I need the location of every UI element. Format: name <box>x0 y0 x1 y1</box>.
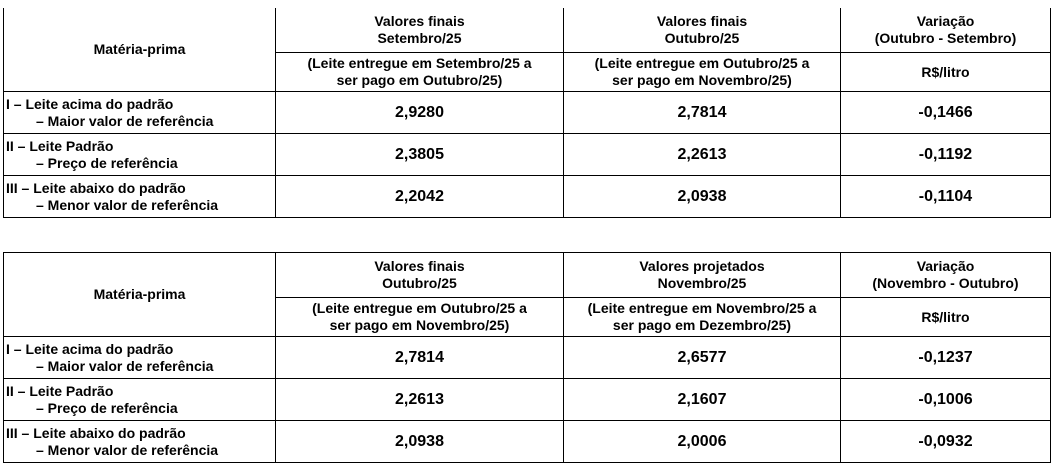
value-cell: 2,2042 <box>276 176 564 218</box>
variation-cell: -0,1237 <box>841 337 1051 379</box>
table-row <box>4 176 1051 218</box>
value-cell: 2,7814 <box>564 92 841 134</box>
table-row <box>4 134 1051 176</box>
header-col1-subtitle: (Leite entregue em Setembro/25 a ser pago em Outubro/25) <box>276 53 564 92</box>
header-col1-title: Valores finais Setembro/25 <box>276 8 564 53</box>
row-label: II – Leite Padrão – Preço de referência <box>4 379 276 421</box>
value-cell: 2,0938 <box>276 421 564 463</box>
value-cell: 2,3805 <box>276 134 564 176</box>
header-col2-title: Valores finais Outubro/25 <box>564 8 841 53</box>
variation-cell: -0,1006 <box>841 379 1051 421</box>
header-col2-subtitle: (Leite entregue em Novembro/25 a ser pago em Dezembro/25) <box>564 298 841 337</box>
price-table-october-november <box>3 252 1051 463</box>
table-row <box>4 421 1051 463</box>
value-cell: 2,9280 <box>276 92 564 134</box>
table-row <box>4 379 1051 421</box>
row-label: I – Leite acima do padrão – Maior valor de referência <box>4 337 276 379</box>
header-col2-title: Valores projetados Novembro/25 <box>564 253 841 298</box>
value-cell: 2,2613 <box>276 379 564 421</box>
table-header-row <box>4 8 1051 53</box>
value-cell: 2,0938 <box>564 176 841 218</box>
value-cell: 2,2613 <box>564 134 841 176</box>
row-label: III – Leite abaixo do padrão – Menor valor de referência <box>4 421 276 463</box>
variation-cell: -0,1104 <box>841 176 1051 218</box>
variation-cell: -0,0932 <box>841 421 1051 463</box>
header-col1-title: Valores finais Outubro/25 <box>276 253 564 298</box>
table-row <box>4 337 1051 379</box>
row-label: III – Leite abaixo do padrão – Menor valor de referência <box>4 176 276 218</box>
header-col3-unit: R$/litro <box>841 53 1051 92</box>
header-materia-prima: Matéria-prima <box>4 253 276 337</box>
table-header-row <box>4 253 1051 298</box>
value-cell: 2,1607 <box>564 379 841 421</box>
row-label: II – Leite Padrão – Preço de referência <box>4 134 276 176</box>
header-col2-subtitle: (Leite entregue em Outubro/25 a ser pago em Novembro/25) <box>564 53 841 92</box>
value-cell: 2,0006 <box>564 421 841 463</box>
header-col3-title: Variação (Novembro - Outubro) <box>841 253 1051 298</box>
header-col1-subtitle: (Leite entregue em Outubro/25 a ser pago em Novembro/25) <box>276 298 564 337</box>
header-col3-unit: R$/litro <box>841 298 1051 337</box>
variation-cell: -0,1466 <box>841 92 1051 134</box>
table-row <box>4 92 1051 134</box>
header-col3-title: Variação (Outubro - Setembro) <box>841 8 1051 53</box>
price-table-september-october <box>3 8 1051 218</box>
value-cell: 2,7814 <box>276 337 564 379</box>
row-label: I – Leite acima do padrão – Maior valor de referência <box>4 92 276 134</box>
header-materia-prima: Matéria-prima <box>4 8 276 92</box>
variation-cell: -0,1192 <box>841 134 1051 176</box>
value-cell: 2,6577 <box>564 337 841 379</box>
